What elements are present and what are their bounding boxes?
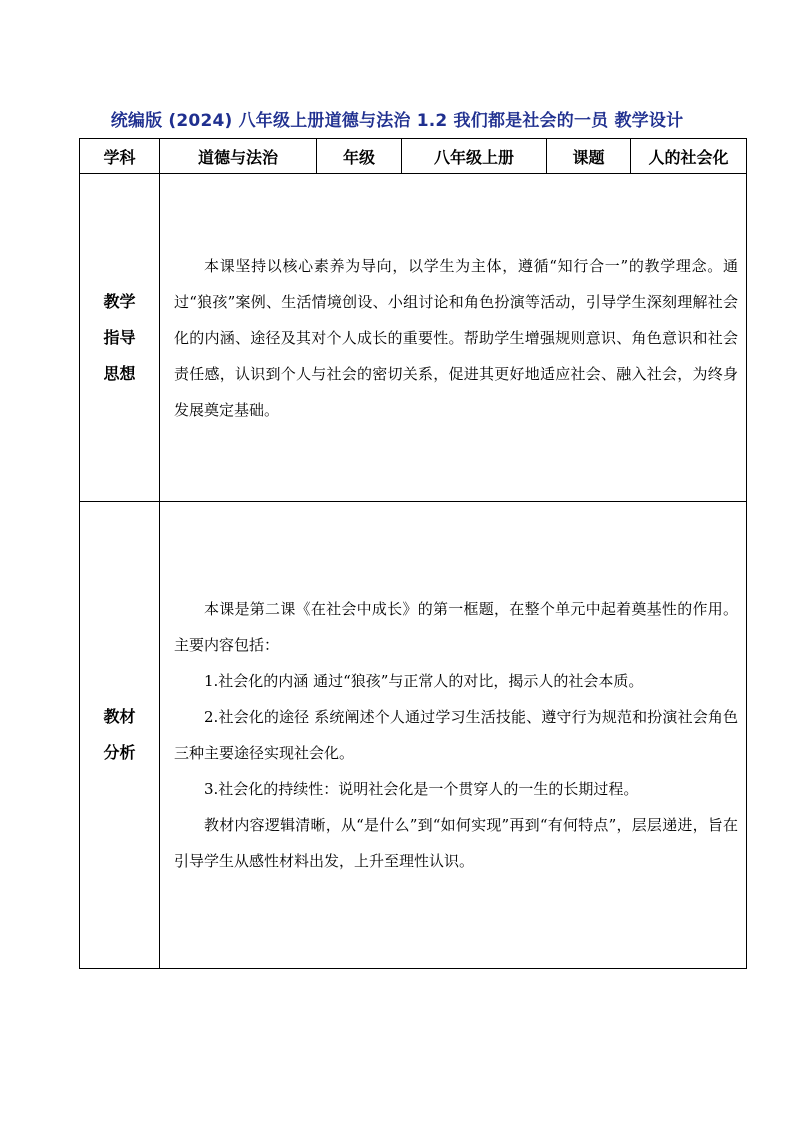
subject-value: 道德与法治 xyxy=(160,139,317,174)
material-paragraph: 2.社会化的途径 系统阐述个人通过学习生活技能、遵守行为规范和扮演社会角色三种主要途径实现社会化。 xyxy=(174,708,738,762)
subject-label: 学科 xyxy=(80,139,160,174)
material-paragraph: 1.社会化的内涵 通过“狼孩”与正常人的对比，揭示人的社会本质。 xyxy=(204,672,644,690)
header-row xyxy=(80,139,747,174)
guiding-label: 教学 指导 思想 xyxy=(80,174,160,502)
lesson-design-table xyxy=(79,138,747,969)
material-label: 教材 分析 xyxy=(80,502,160,969)
topic-value: 人的社会化 xyxy=(631,139,747,174)
material-row xyxy=(80,502,747,969)
material-paragraph: 教材内容逻辑清晰，从“是什么”到“如何实现”再到“有何特点”，层层递进，旨在引导学生从感性材料出发，上升至理性认识。 xyxy=(174,816,738,870)
topic-label: 课题 xyxy=(547,139,631,174)
document-title: 统编版 (2024) 八年级上册道德与法治 1.2 我们都是社会的一员 教学设计 xyxy=(110,111,684,131)
material-paragraph: 3.社会化的持续性：说明社会化是一个贯穿人的一生的长期过程。 xyxy=(204,780,639,798)
guiding-content xyxy=(160,174,747,502)
material-content xyxy=(160,502,747,969)
grade-value: 八年级上册 xyxy=(402,139,547,174)
guiding-row xyxy=(80,174,747,502)
material-paragraph: 本课是第二课《在社会中成长》的第一框题，在整个单元中起着奠基性的作用。主要内容包括： xyxy=(174,600,738,654)
grade-label: 年级 xyxy=(317,139,402,174)
guiding-paragraph: 本课坚持以核心素养为导向，以学生为主体，遵循“知行合一”的教学理念。通过“狼孩”案例、生活情境创设、小组讨论和角色扮演等活动，引导学生深刻理解社会化的内涵、途径及其对个人成长的重要性。帮助学生增强规则意识、角色意识和社会责任感，认识到个人与社会的密切关系，促进其更好地适应社会、融入社会，为终身发展奠定基础。 xyxy=(174,256,738,419)
